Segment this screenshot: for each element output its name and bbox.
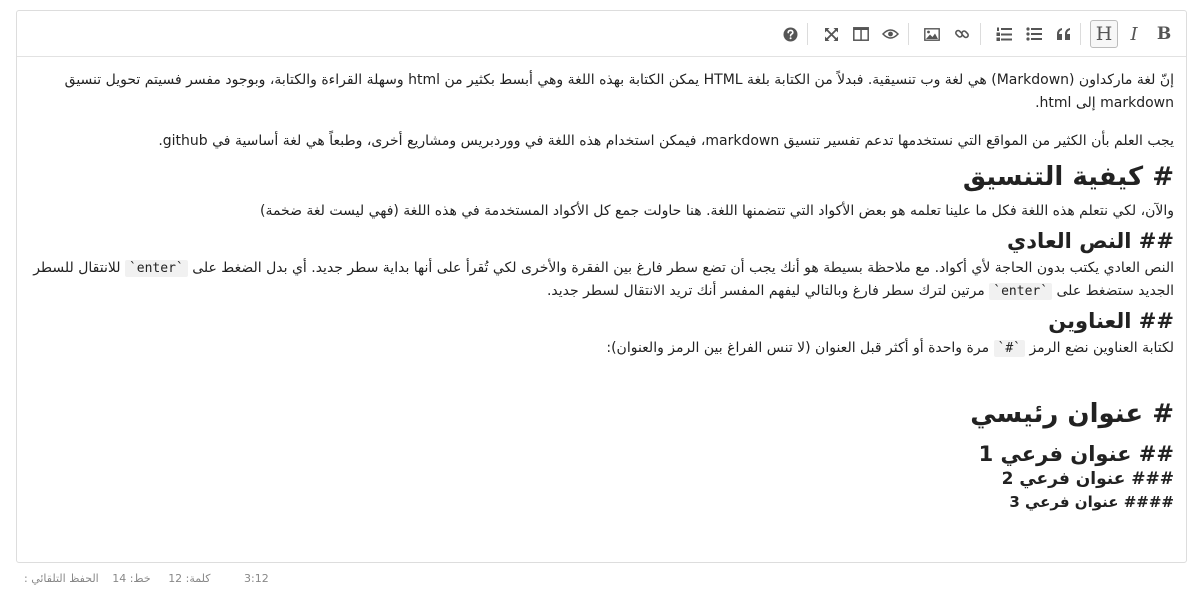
toolbar-separator: [908, 23, 909, 45]
example-heading-2: ## عنوان فرعي 1: [978, 442, 1174, 466]
word-count: كلمة: 12: [168, 572, 211, 585]
paragraph-intro: إنّ لغة ماركداون (Markdown) هي لغة وب تنسيقية. فبدلاً من الكتابة بلغة HTML يمكن الكتابة بهذه اللغة وهي أبسط بكثير من html وسهلة القراءة والكتابة، وبوجود مفسر فسيتم تحويل تنسيق markdown إلى html.: [64, 72, 1174, 111]
italic-icon: I: [1130, 23, 1138, 45]
text-segment: مرة واحدة أو أكثر قبل العنوان (لا تنس الفراغ بين الرمز والعنوان):: [606, 340, 994, 356]
paragraph-sites: يجب العلم بأن الكثير من المواقع التي نستخدمها تدعم تفسير تنسيق markdown، فيمكن استخدام هذه اللغة في ووردبريس ومشاريع أخرى، وطبعاً هي لغة أساسية في github.: [158, 133, 1174, 149]
ordered-list-icon: [996, 27, 1012, 42]
text-segment: النص العادي يكتب بدون الحاجة لأي أكواد. مع ملاحظة بسيطة هو أنك يجب أن تضع سطر فارغ بين الفقرة والأخرى لكي تُقرأ على أنها بداية سطر جديد. أي بدل الضغط على: [187, 260, 1174, 276]
inline-code: `enter`: [989, 283, 1052, 300]
inline-code: `enter`: [125, 260, 188, 277]
paragraph-titles: [29, 337, 1174, 360]
quote-button[interactable]: [1050, 20, 1078, 48]
image-icon: [924, 28, 940, 41]
autosave-status: الحفظ التلقائي :: [24, 572, 99, 585]
editor-content[interactable]: [29, 69, 1174, 514]
toolbar-separator: [1080, 23, 1081, 45]
preview-button[interactable]: [876, 20, 904, 48]
bold-icon: B: [1156, 24, 1172, 44]
fullscreen-button[interactable]: [817, 20, 845, 48]
inline-code: `#`: [994, 340, 1025, 357]
heading-format: # كيفية التنسيق: [962, 162, 1174, 192]
ordered-list-button[interactable]: [990, 20, 1018, 48]
toolbar-separator: [807, 23, 808, 45]
paragraph-codes: والآن، لكي نتعلم هذه اللغة فكل ما علينا تعلمه هو بعض الأكواد التي تتضمنها اللغة. هنا حاولت جمع كل الأكواد المستخدمة في هذه اللغة (فهي ليست لغة ضخمة): [259, 203, 1174, 219]
list-icon: [1026, 27, 1042, 41]
heading-titles: ## العناوين: [1048, 309, 1174, 333]
toolbar-separator: [980, 23, 981, 45]
heading-icon: H: [1095, 23, 1113, 45]
italic-button[interactable]: [1120, 20, 1148, 48]
paragraph-plain-text: [29, 257, 1174, 303]
columns-icon: [853, 27, 869, 41]
quote-icon: [1056, 27, 1072, 41]
eye-icon: [882, 28, 899, 40]
line-count: خط: 14: [112, 572, 151, 585]
status-bar: [24, 572, 269, 585]
heading-button[interactable]: [1090, 20, 1118, 48]
markdown-editor: [16, 10, 1187, 563]
text-segment: مرتين لترك سطر فارغ وبالتالي ليفهم المفسر أنك تريد الانتقال لسطر جديد.: [546, 283, 990, 299]
question-icon: [783, 27, 798, 42]
link-button[interactable]: [948, 20, 976, 48]
expand-icon: [824, 27, 839, 42]
editor-toolbar: [17, 11, 1186, 57]
example-heading-3: ### عنوان فرعي 2: [1001, 469, 1174, 489]
bold-button[interactable]: [1150, 20, 1178, 48]
text-segment: لكتابة العناوين نضع الرمز: [1025, 340, 1174, 356]
unordered-list-button[interactable]: [1020, 20, 1048, 48]
cursor-position: 3:12: [244, 572, 269, 585]
text-segment: للانتقال للسطر الجديد ستضغط على: [33, 260, 1174, 299]
guide-button[interactable]: [776, 20, 804, 48]
side-by-side-button[interactable]: [847, 20, 875, 48]
example-heading-1: # عنوان رئيسي: [970, 399, 1174, 429]
image-button[interactable]: [918, 20, 946, 48]
heading-plain-text: ## النص العادي: [1007, 229, 1174, 253]
link-icon: [954, 26, 970, 42]
example-heading-4: #### عنوان فرعي 3: [1009, 493, 1174, 511]
